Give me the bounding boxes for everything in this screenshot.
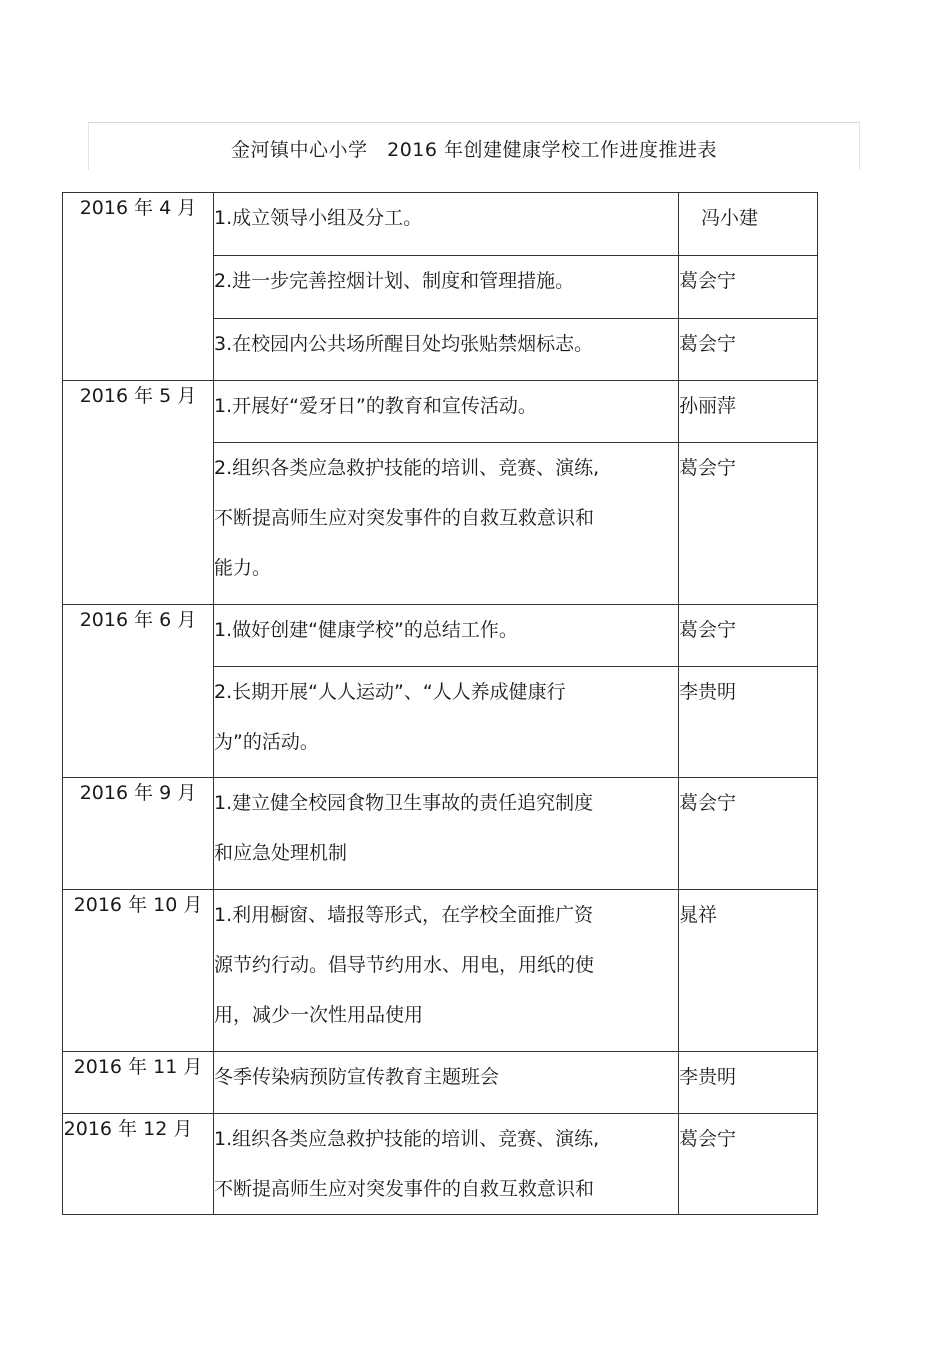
task-cell: 1.建立健全校园食物卫生事故的责任追究制度 和应急处理机制 xyxy=(214,778,679,890)
owner-cell: 晁祥 xyxy=(679,890,818,1052)
table-row xyxy=(63,890,818,1052)
owner-cell: 葛会宁 xyxy=(679,256,818,319)
month-cell: 2016 年 11 月 xyxy=(63,1052,214,1114)
document-title: 金河镇中心小学 2016 年创建健康学校工作进度推进表 xyxy=(230,139,717,161)
table-row xyxy=(63,778,818,890)
task-cell: 1.开展好“爱牙日”的教育和宣传活动。 xyxy=(214,381,679,443)
month-cell: 2016 年 4 月 xyxy=(63,193,214,381)
owner-cell: 葛会宁 xyxy=(679,319,818,381)
table-row xyxy=(63,1114,818,1215)
month-cell: 2016 年 9 月 xyxy=(63,778,214,890)
task-cell: 1.组织各类应急救护技能的培训、竞赛、演练, 不断提高师生应对突发事件的自救互救意识和 xyxy=(214,1114,679,1215)
table-row xyxy=(63,605,818,667)
table-row xyxy=(63,1052,818,1114)
month-cell: 2016 年 10 月 xyxy=(63,890,214,1052)
task-cell: 2.组织各类应急救护技能的培训、竞赛、演练, 不断提高师生应对突发事件的自救互救意识和 能力。 xyxy=(214,443,679,605)
owner-cell: 葛会宁 xyxy=(679,778,818,890)
progress-table xyxy=(62,192,818,1215)
owner-cell: 葛会宁 xyxy=(679,605,818,667)
month-cell: 2016 年 5 月 xyxy=(63,381,214,605)
task-cell: 2.长期开展“人人运动”、“人人养成健康行 为”的活动。 xyxy=(214,667,679,778)
task-cell: 2.进一步完善控烟计划、制度和管理措施。 xyxy=(214,256,679,319)
owner-cell: 李贵明 xyxy=(679,667,818,778)
task-cell: 3.在校园内公共场所醒目处均张贴禁烟标志。 xyxy=(214,319,679,381)
owner-cell: 李贵明 xyxy=(679,1052,818,1114)
task-cell: 1.利用橱窗、墙报等形式，在学校全面推广资 源节约行动。倡导节约用水、用电，用纸的使 用，减少一次性用品使用 xyxy=(214,890,679,1052)
owner-cell: 冯小建 xyxy=(679,193,818,256)
month-cell: 2016 年 6 月 xyxy=(63,605,214,778)
table-row xyxy=(63,381,818,443)
title-box xyxy=(88,122,860,170)
task-cell: 1.做好创建“健康学校”的总结工作。 xyxy=(214,605,679,667)
owner-cell: 葛会宁 xyxy=(679,1114,818,1215)
owner-cell: 孙丽萍 xyxy=(679,381,818,443)
month-cell: 2016 年 12 月 xyxy=(63,1114,214,1215)
task-cell: 1.成立领导小组及分工。 xyxy=(214,193,679,256)
owner-cell: 葛会宁 xyxy=(679,443,818,605)
task-cell: 冬季传染病预防宣传教育主题班会 xyxy=(214,1052,679,1114)
table-row xyxy=(63,193,818,256)
